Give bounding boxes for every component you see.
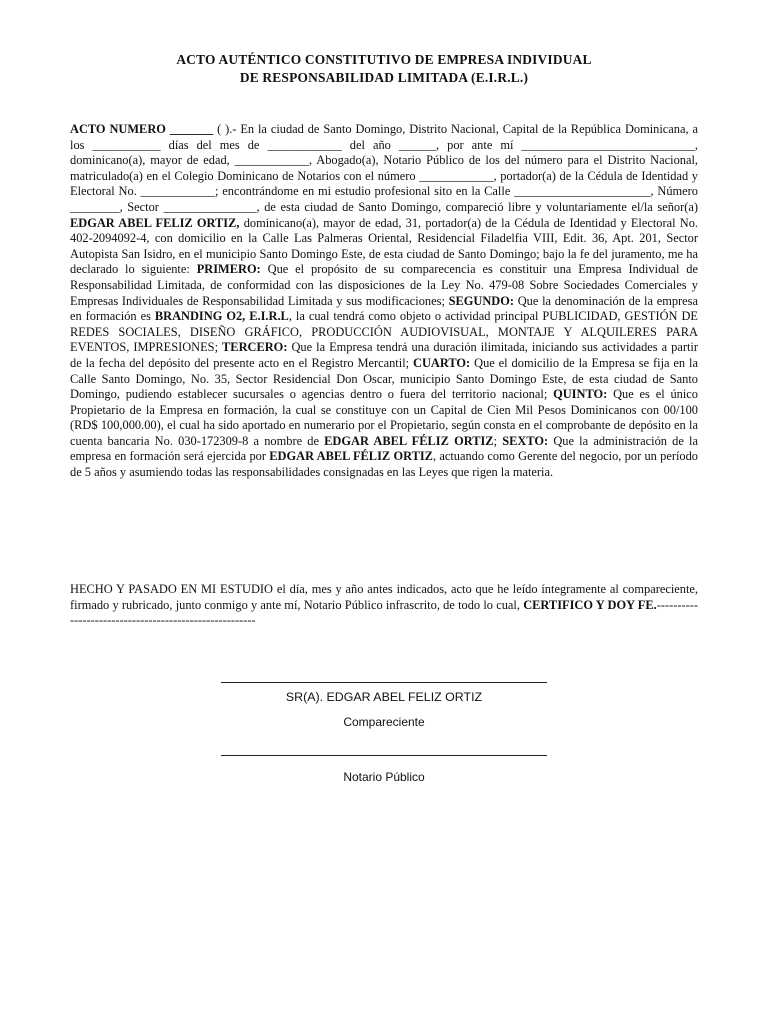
signature-line-notario <box>221 755 547 756</box>
act-text: Que la administración de la empresa en formación será ejercida por <box>70 433 698 464</box>
act-text: Que es el único Propietario de la Empresa en formación, la cual se constituye con un Capital de Cien Mil Pesos Dominicanos con 00/100 (RD$ 100,000.00), el cual ha sido aportado en numerario por el Propietario, según consta en el comprobante de depósito en la cuenta bancaria No. 030-172309-8 a nombre de <box>70 387 698 448</box>
act-text: , la cual tendrá como objeto o actividad principal PUBLICIDAD, GESTIÓN DE REDES SOCIALES, DISEÑO GRÁFICO, PRODUCCIÓN AUDIOVISUAL, MONTAJE Y ALQUILERES PARA EVENTOS, IMPRESIONES; <box>70 309 698 355</box>
act-text: Que el domicilio de la Empresa se fija en la Calle Santo Domingo, No. 35, Sector Residencial Don Oscar, municipio Santo Domingo Este, de esta ciudad de Santo Domingo, pudiendo establecer sucursales o agencias dentro o fuera del territorio nacional; <box>70 355 699 402</box>
acto-numero-label: ACTO NUMERO _______ <box>70 122 214 136</box>
act-text: Que la denominación de la empresa en formación es <box>70 293 698 324</box>
dash-line: ------------------------------------------------------- <box>70 597 698 628</box>
certifico-text: CERTIFICO Y DOY FE. <box>523 597 657 612</box>
owner-name: EDGAR ABEL FELIZ ORTIZ, <box>70 215 240 230</box>
compareciente-label: Compareciente <box>343 715 425 729</box>
document-title-line2: DE RESPONSABILIDAD LIMITADA (E.I.R.L.) <box>239 70 529 85</box>
company-name: BRANDING O2, E.I.R.L <box>154 309 289 324</box>
clause-tercero: TERCERO: <box>222 340 288 355</box>
notario-label: Notario Público <box>343 770 425 784</box>
clause-segundo: SEGUNDO: <box>448 293 515 308</box>
clause-quinto: QUINTO: <box>553 387 608 402</box>
act-text: , actuando como Gerente del negocio, por un período de 5 años y asumiendo todas las responsabilidades consignadas en las Leyes que rigen la materia. <box>70 449 699 480</box>
owner-name: EDGAR ABEL FÉLIZ ORTIZ <box>324 433 494 448</box>
clause-primero: PRIMERO: <box>196 262 261 277</box>
clause-cuarto: CUARTO: <box>413 355 471 370</box>
act-body <box>70 122 698 481</box>
closing-text: HECHO Y PASADO EN MI ESTUDIO el día, mes y año antes indicados, acto que he leído íntegramente al compareciente, firmado y rubricado, junto conmigo y ante mí, Notario Público infrascrito, de todo lo cual, <box>70 582 698 612</box>
act-text: Que el propósito de su comparecencia es constituir una Empresa Individual de Responsabilidad Limitada, de conformidad con las disposiciones de la Ley No. 479-08 Sobre Sociedades Comerciales y Empresas Individuales de Responsabilidad Limitada y sus modificaciones; <box>70 262 699 308</box>
document-title-line1: ACTO AUTÉNTICO CONSTITUTIVO DE EMPRESA INDIVIDUAL <box>176 52 592 67</box>
act-text: Que la Empresa tendrá una duración ilimitada, iniciando sus actividades a partir de la fecha del depósito del presente acto en el Registro Mercantil; <box>70 340 698 370</box>
signature-line-compareciente <box>221 682 547 683</box>
act-paragraph <box>70 122 698 481</box>
act-text: ; <box>493 433 503 448</box>
clause-sexto: SEXTO: <box>502 433 549 448</box>
owner-name: EDGAR ABEL FÉLIZ ORTIZ <box>269 449 433 464</box>
closing-paragraph <box>70 582 698 629</box>
act-text: ( ).- En la ciudad de Santo Domingo, Distrito Nacional, Capital de la República Dominicana, a los ___________ días del mes de ____________ del año ______, por ante mí ____________________________, dominicano(a), mayor de edad, ____________, Abogado(a), Notario Público de los del número para el Distrito Nacional, matriculado(a) en el Colegio Dominicano de Notarios con el número ____________, portador(a) de la Cédula de Identidad y Electoral No. ____________; encontrándome en mi estudio profesional sito en la Calle ______________________, Número ________, Sector _______________, de esta ciudad de Santo Domingo, compareció libre y voluntariamente el/la señor(a) <box>70 122 698 214</box>
compareciente-name: SR(A). EDGAR ABEL FELIZ ORTIZ <box>285 690 483 704</box>
act-text: dominicano(a), mayor de edad, 31, portador(a) de la Cédula de Identidad y Electoral No. 402-2094092-4, con domicilio en la Calle Las Palmeras Oriental, Residencial Filadelfia VIII, Edit. 36, Apt. 201, Sector Autopista San Isidro, en el municipio Santo Domingo Este, de esta ciudad de Santo Domingo; bajo la fe del juramento, me ha declarado lo siguiente: <box>70 215 699 277</box>
